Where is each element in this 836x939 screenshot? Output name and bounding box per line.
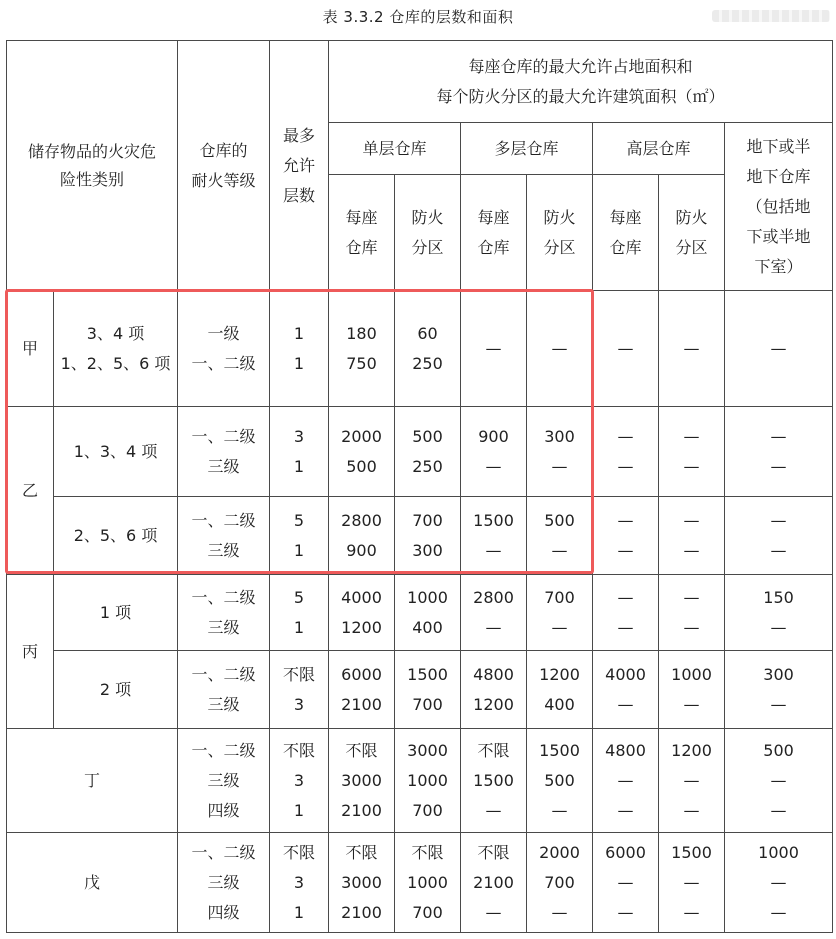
- table-row: [7, 575, 833, 651]
- multi-wh-cell: 900 —: [461, 407, 527, 497]
- header-category: 储存物品的火灾危 险性类别: [7, 41, 178, 291]
- class-cell: 甲: [7, 291, 54, 407]
- under-cell: 500 — —: [725, 729, 833, 833]
- header-per-zone: 防火 分区: [395, 175, 461, 291]
- single-wh-cell: 6000 2100: [329, 651, 395, 729]
- high-wh-cell: 6000 — —: [593, 833, 659, 933]
- floors-cell: 5 1: [270, 575, 329, 651]
- table-row: [7, 729, 833, 833]
- under-cell: — —: [725, 497, 833, 575]
- header-area-title: 每座仓库的最大允许占地面积和 每个防火分区的最大允许建筑面积（㎡）: [329, 41, 833, 123]
- floors-cell: 3 1: [270, 407, 329, 497]
- table-row: [7, 291, 833, 407]
- warehouse-area-table: [6, 40, 833, 933]
- table-row: [7, 651, 833, 729]
- under-cell: — —: [725, 407, 833, 497]
- class-cell: 乙: [7, 407, 54, 575]
- rating-cell: 一、二级 三级 四级: [178, 729, 270, 833]
- single-zone-cell: 60 250: [395, 291, 461, 407]
- class-cell: 戊: [7, 833, 178, 933]
- item-cell: 2 项: [54, 651, 178, 729]
- floors-cell: 不限 3 1: [270, 833, 329, 933]
- multi-zone-cell: 1200 400: [527, 651, 593, 729]
- single-zone-cell: 不限 1000 700: [395, 833, 461, 933]
- high-wh-cell: — —: [593, 575, 659, 651]
- multi-wh-cell: 1500 —: [461, 497, 527, 575]
- item-cell: 2、5、6 项: [54, 497, 178, 575]
- single-zone-cell: 700 300: [395, 497, 461, 575]
- rating-cell: 一、二级 三级: [178, 575, 270, 651]
- single-wh-cell: 不限 3000 2100: [329, 833, 395, 933]
- single-zone-cell: 1000 400: [395, 575, 461, 651]
- multi-wh-cell: —: [461, 291, 527, 407]
- header-single: 单层仓库: [329, 123, 461, 175]
- single-wh-cell: 180 750: [329, 291, 395, 407]
- header-per-zone: 防火 分区: [527, 175, 593, 291]
- header-per-zone: 防火 分区: [659, 175, 725, 291]
- header-per-wh: 每座 仓库: [329, 175, 395, 291]
- floors-cell: 5 1: [270, 497, 329, 575]
- single-zone-cell: 3000 1000 700: [395, 729, 461, 833]
- table-row: [7, 497, 833, 575]
- high-zone-cell: — —: [659, 407, 725, 497]
- high-zone-cell: — —: [659, 497, 725, 575]
- header-rating: 仓库的 耐火等级: [178, 41, 270, 291]
- under-cell: 300 —: [725, 651, 833, 729]
- under-cell: 150 —: [725, 575, 833, 651]
- table-row: [7, 833, 833, 933]
- high-wh-cell: 4800 — —: [593, 729, 659, 833]
- high-zone-cell: 1000 —: [659, 651, 725, 729]
- header-high: 高层仓库: [593, 123, 725, 175]
- header-under: 地下或半 地下仓库 （包括地 下或半地 下室）: [725, 123, 833, 291]
- multi-wh-cell: 2800 —: [461, 575, 527, 651]
- watermark: [712, 10, 830, 22]
- single-zone-cell: 500 250: [395, 407, 461, 497]
- header-max-floors: 最多 允许 层数: [270, 41, 329, 291]
- single-zone-cell: 1500 700: [395, 651, 461, 729]
- rating-cell: 一、二级 三级: [178, 407, 270, 497]
- under-cell: —: [725, 291, 833, 407]
- table-caption: 表 3.3.2 仓库的层数和面积: [322, 8, 514, 26]
- header-multi: 多层仓库: [461, 123, 593, 175]
- rating-cell: 一、二级 三级: [178, 497, 270, 575]
- high-zone-cell: —: [659, 291, 725, 407]
- multi-zone-cell: 500 —: [527, 497, 593, 575]
- header-per-wh: 每座 仓库: [593, 175, 659, 291]
- multi-zone-cell: 300 —: [527, 407, 593, 497]
- high-wh-cell: 4000 —: [593, 651, 659, 729]
- under-cell: 1000 — —: [725, 833, 833, 933]
- multi-zone-cell: 2000 700 —: [527, 833, 593, 933]
- single-wh-cell: 4000 1200: [329, 575, 395, 651]
- header-per-wh: 每座 仓库: [461, 175, 527, 291]
- single-wh-cell: 不限 3000 2100: [329, 729, 395, 833]
- rating-cell: 一、二级 三级: [178, 651, 270, 729]
- high-zone-cell: 1500 — —: [659, 833, 725, 933]
- item-cell: 1 项: [54, 575, 178, 651]
- single-wh-cell: 2000 500: [329, 407, 395, 497]
- multi-wh-cell: 不限 2100 —: [461, 833, 527, 933]
- single-wh-cell: 2800 900: [329, 497, 395, 575]
- class-cell: 丁: [7, 729, 178, 833]
- rating-cell: 一级 一、二级: [178, 291, 270, 407]
- floors-cell: 1 1: [270, 291, 329, 407]
- class-cell: 丙: [7, 575, 54, 729]
- floors-cell: 不限 3 1: [270, 729, 329, 833]
- multi-zone-cell: 1500 500 —: [527, 729, 593, 833]
- multi-zone-cell: 700 —: [527, 575, 593, 651]
- rating-cell: 一、二级 三级 四级: [178, 833, 270, 933]
- high-zone-cell: 1200 — —: [659, 729, 725, 833]
- high-zone-cell: — —: [659, 575, 725, 651]
- item-cell: 3、4 项 1、2、5、6 项: [54, 291, 178, 407]
- high-wh-cell: —: [593, 291, 659, 407]
- item-cell: 1、3、4 项: [54, 407, 178, 497]
- multi-zone-cell: —: [527, 291, 593, 407]
- multi-wh-cell: 不限 1500 —: [461, 729, 527, 833]
- high-wh-cell: — —: [593, 497, 659, 575]
- table-row: [7, 407, 833, 497]
- high-wh-cell: — —: [593, 407, 659, 497]
- floors-cell: 不限 3: [270, 651, 329, 729]
- multi-wh-cell: 4800 1200: [461, 651, 527, 729]
